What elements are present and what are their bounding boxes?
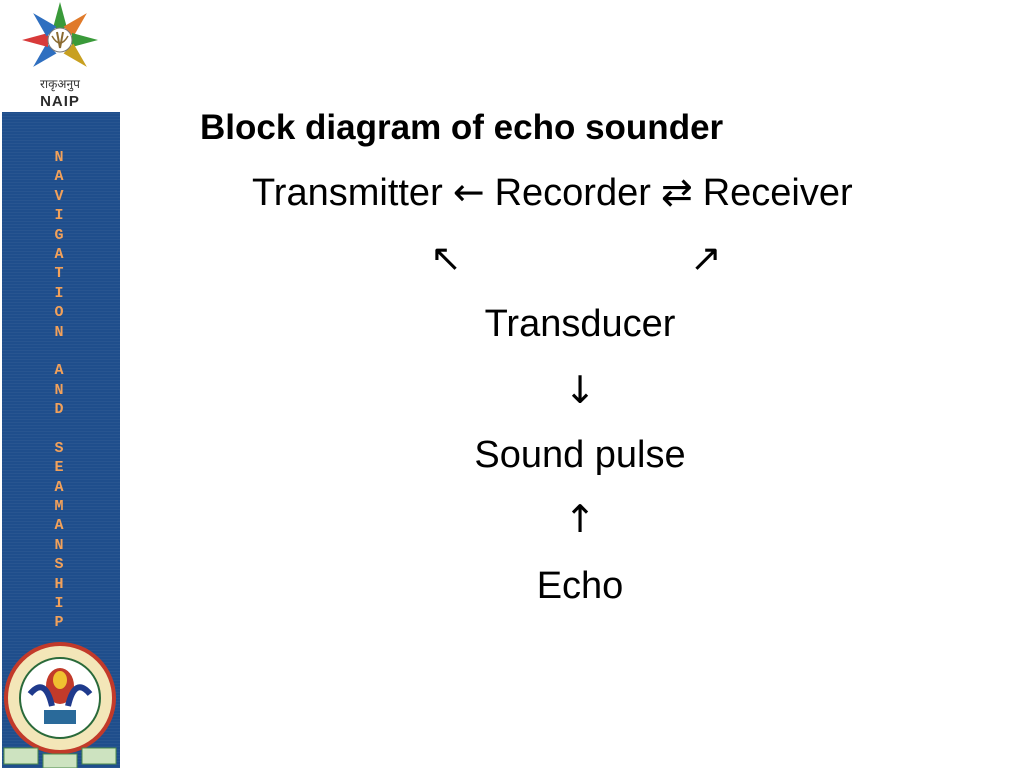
sidebar-letter: N	[54, 536, 64, 554]
sidebar-letter	[54, 419, 63, 438]
sidebar-letter: E	[54, 459, 64, 477]
sidebar-letter: A	[54, 517, 64, 535]
logo	[0, 0, 120, 112]
arrow-up-right-icon: ↗	[690, 236, 722, 280]
sidebar-letter: O	[54, 304, 64, 322]
sidebar-letter: V	[54, 187, 64, 205]
sidebar-letter: S	[54, 439, 64, 457]
star-logo-icon	[0, 0, 120, 80]
sidebar-letter: N	[54, 149, 64, 166]
node-echo: Echo	[536, 565, 624, 607]
sidebar-letter: A	[54, 362, 64, 380]
sidebar-letter: N	[54, 323, 64, 341]
sidebar-letter: P	[54, 614, 64, 632]
arrow-up-icon: ↑	[564, 497, 596, 541]
node-recorder: Recorder	[494, 172, 651, 214]
logo-name: NAIP	[40, 93, 80, 110]
top-row	[252, 168, 853, 217]
node-transducer: Transducer	[484, 303, 676, 345]
sidebar-letter: S	[54, 556, 64, 574]
arrow-up-left-icon: ↖	[430, 236, 462, 280]
node-sound-pulse: Sound pulse	[474, 434, 686, 476]
logo-hindi-text: राकृअनुप	[40, 77, 80, 91]
arrow-left-icon: ←	[452, 170, 485, 214]
node-transmitter: Transmitter	[252, 172, 443, 214]
college-seal-icon	[0, 636, 120, 768]
sidebar-letter	[54, 342, 63, 361]
sidebar-letter: T	[54, 265, 64, 283]
sidebar-letter: M	[54, 498, 64, 516]
arrow-bidirectional-icon: ⇄	[660, 170, 693, 214]
slide-title: Block diagram of echo sounder	[200, 108, 724, 147]
sidebar-letter: A	[54, 478, 64, 496]
sidebar-vertical-title	[46, 148, 72, 633]
sidebar-letter: I	[54, 284, 64, 302]
sidebar-letter: I	[54, 207, 64, 225]
sidebar-letter: I	[54, 594, 64, 612]
sidebar-letter: G	[54, 226, 64, 244]
node-receiver: Receiver	[702, 172, 853, 214]
sidebar-letter: H	[54, 575, 64, 593]
sidebar-letter: N	[54, 381, 64, 399]
sidebar-letter: D	[54, 401, 64, 419]
sidebar-letter: A	[54, 245, 64, 263]
sidebar	[0, 0, 120, 768]
sidebar-letter: A	[54, 168, 64, 186]
arrow-down-icon: ↓	[564, 368, 596, 412]
